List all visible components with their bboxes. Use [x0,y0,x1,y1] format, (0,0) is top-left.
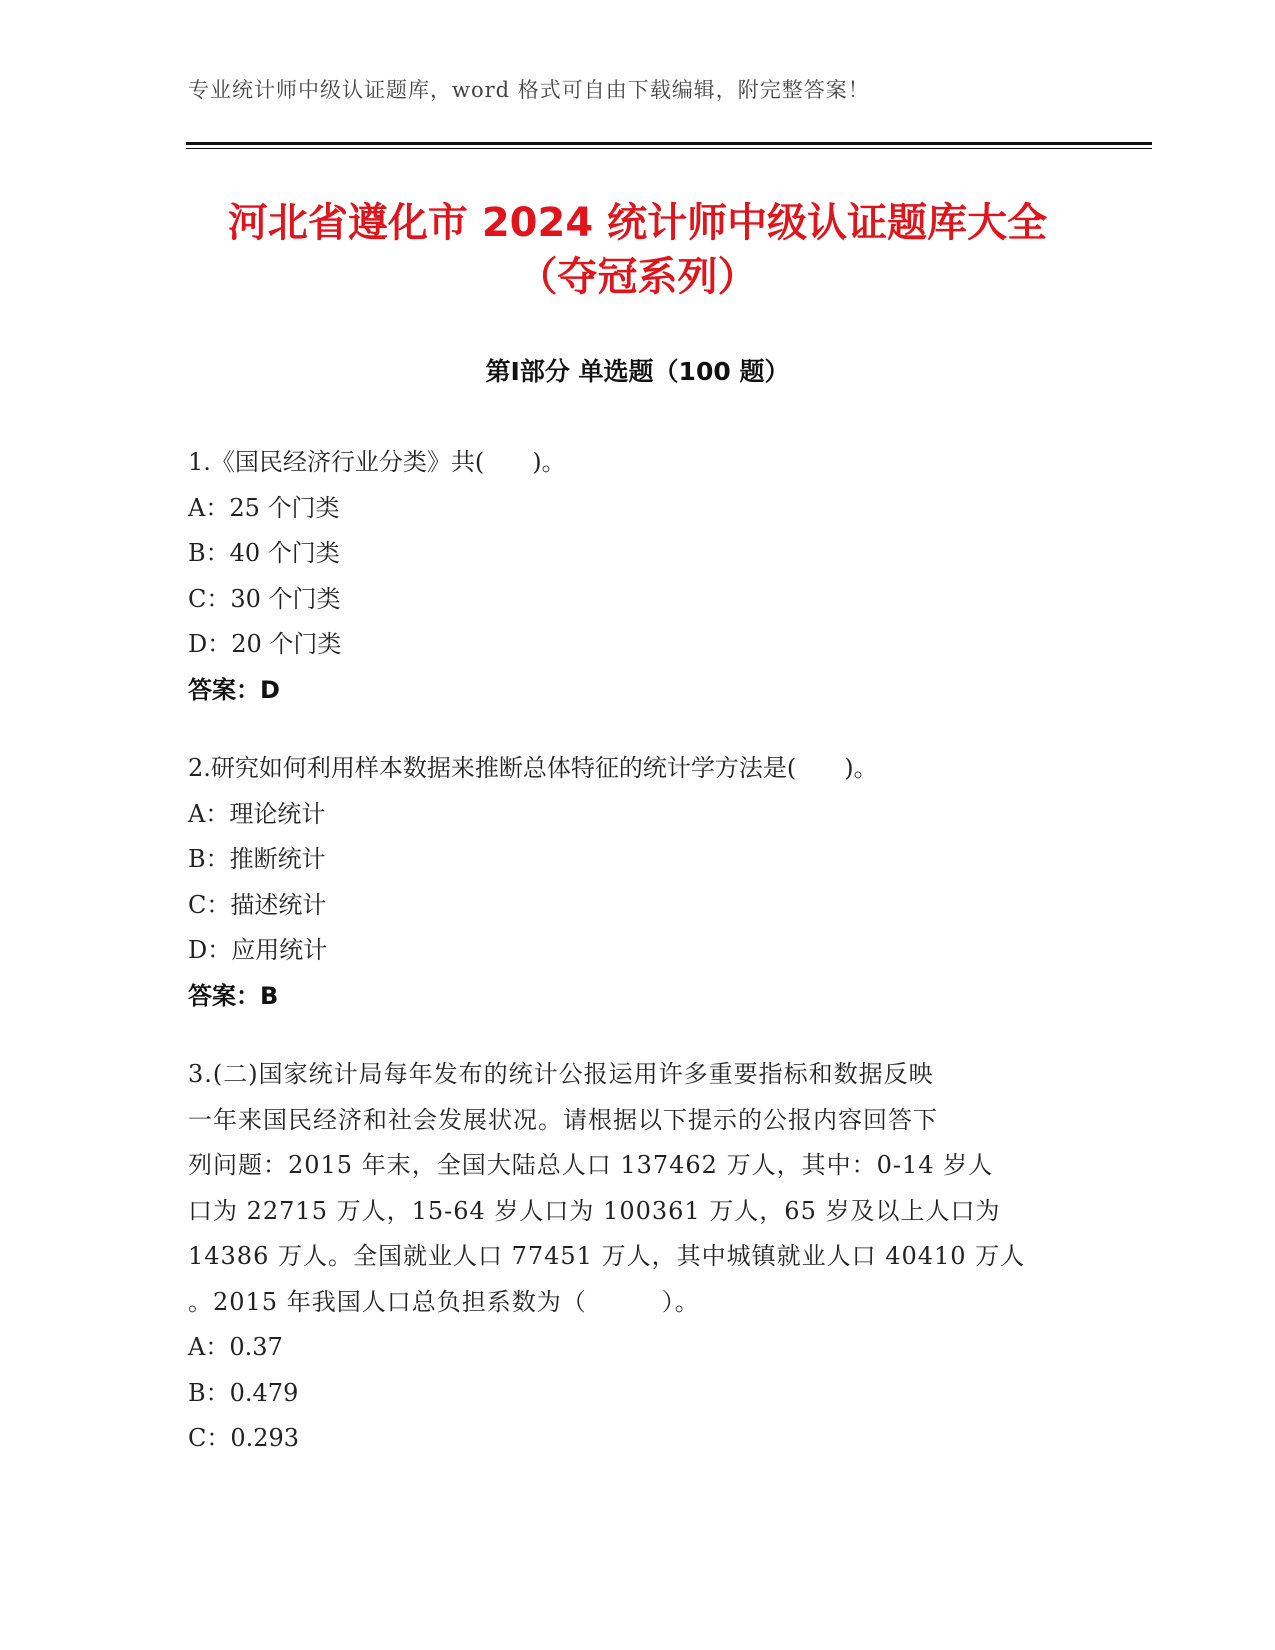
option-d: D：应用统计 [188,936,328,964]
option-c: C：描述统计 [188,890,327,919]
question-stem-line: 14386 万人。全国就业人口 77451 万人，其中城镇就业人口 40410 万人 [188,1242,1026,1270]
option-d: D：20 个门类 [188,630,342,658]
option-a: A：25 个门类 [188,493,340,522]
option-b: B：40 个门类 [188,539,340,567]
question-stem-line: 一年来国民经济和社会发展状况。请根据以下提示的公报内容回答下 [188,1105,938,1134]
header-note: 专业统计师中级认证题库，word 格式可自由下载编辑，附完整答案！ [188,78,870,102]
header-rule-thin [186,148,1152,149]
option-c: C：0.293 [188,1424,300,1452]
question-2 [188,746,1088,1019]
question-stem: 2.研究如何利用样本数据来推断总体特征的统计学方法是( )。 [188,754,878,782]
section-heading: 第Ⅰ部分 单选题（100 题） [485,357,790,386]
question-stem: 1.《国民经济行业分类》共( )。 [188,448,566,476]
answer: 答案：B [188,981,279,1010]
option-b: B：0.479 [188,1378,299,1407]
title-line-1: 河北省遵化市 2024 统计师中级认证题库大全 [227,200,1048,246]
question-3 [188,1052,1088,1462]
header-rule-thick [186,142,1152,145]
option-c: C：30 个门类 [188,584,341,613]
question-stem-line: 3.(二)国家统计局每年发布的统计公报运用许多重要指标和数据反映 [188,1060,934,1088]
option-a: A：0.37 [188,1333,283,1361]
answer: 答案：D [188,675,280,704]
question-1 [188,440,1088,713]
option-a: A：理论统计 [188,799,326,828]
option-b: B：推断统计 [188,845,326,873]
question-list [188,440,1088,1495]
title-line-2: （夺冠系列） [517,254,758,300]
question-stem-line: 。2015 年我国人口总负担系数为（ ）。 [188,1287,700,1316]
question-stem-line: 列问题：2015 年末，全国大陆总人口 137462 万人，其中：0-14 岁人 [188,1151,994,1179]
question-stem-line: 口为 22715 万人，15-64 岁人口为 100361 万人，65 岁及以上人口为 [188,1196,1001,1225]
document-title [100,196,1175,304]
